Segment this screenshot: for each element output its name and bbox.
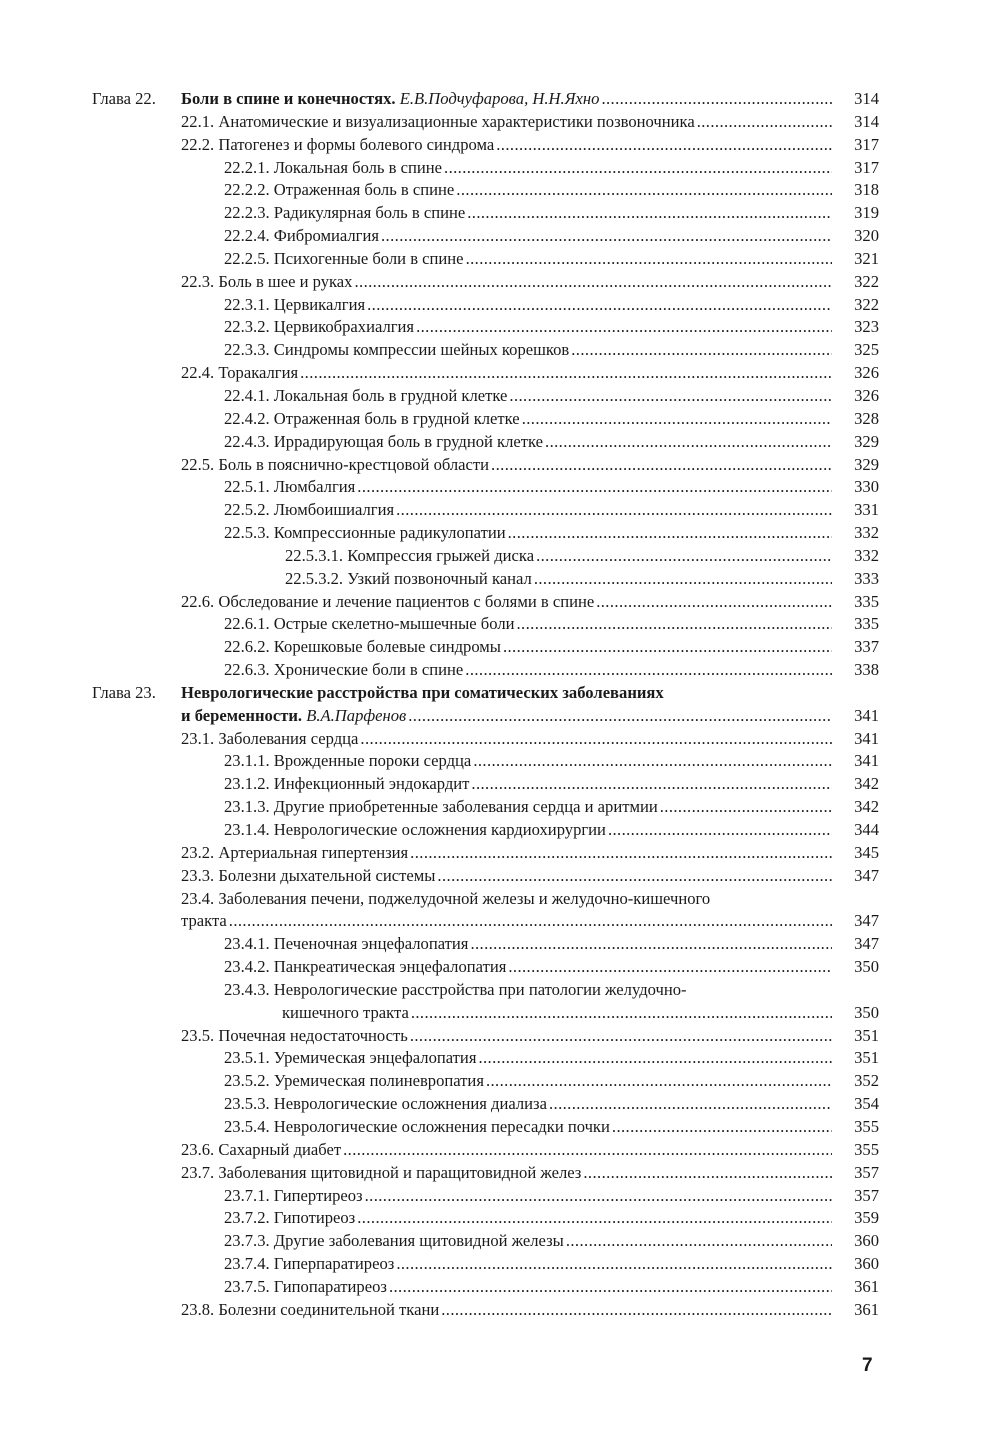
toc-entry[interactable] (0, 134, 1000, 157)
entry-page: 359 (854, 1208, 879, 1228)
entry-page: 347 (854, 911, 879, 931)
toc-entry[interactable] (0, 1093, 1000, 1116)
entry-number: 22.4.2. (224, 408, 270, 428)
entry-title: Другие заболевания щитовидной железы (273, 1231, 564, 1251)
dot-leader (410, 842, 832, 865)
entry-title: Неврологические осложнения пересадки почки (273, 1116, 610, 1136)
toc-entry[interactable] (0, 636, 1000, 659)
entry-page: 326 (854, 385, 879, 405)
entry-page: 360 (854, 1231, 879, 1251)
entry-page: 314 (854, 111, 879, 131)
toc-entry[interactable] (0, 248, 1000, 271)
entry-number: 22.2. (181, 134, 215, 154)
dot-leader (343, 1139, 832, 1162)
dot-leader (466, 248, 832, 271)
toc-entry[interactable] (0, 179, 1000, 202)
toc-entry[interactable] (0, 659, 1000, 682)
entry-title-continuation: кишечного тракта (282, 1002, 409, 1022)
entry-title-continuation: тракта (181, 911, 227, 931)
toc-entry[interactable] (0, 796, 1000, 819)
entry-number: 23.5.4. (224, 1116, 270, 1136)
toc-entry[interactable] (0, 842, 1000, 865)
toc-entry[interactable] (0, 1025, 1000, 1048)
dot-leader (496, 134, 832, 157)
entry-page: 347 (854, 865, 879, 885)
entry-title: Заболевания сердца (218, 728, 359, 748)
dot-leader (441, 1299, 832, 1322)
entry-page: 322 (854, 294, 879, 314)
entry-title: Неврологические расстройства при патологии желудочно- (273, 979, 687, 999)
dot-leader (509, 385, 832, 408)
entry-number: 23.7.4. (224, 1254, 270, 1274)
dot-leader (410, 1025, 832, 1048)
chapter-page: 341 (854, 705, 879, 725)
entry-page: 325 (854, 340, 879, 360)
chapter-authors: В.А.Парфенов (306, 705, 407, 725)
entry-title: Боль в шее и руках (218, 271, 353, 291)
entry-title: Неврологические осложнения кардиохирургии (273, 820, 606, 839)
dot-leader (508, 956, 832, 979)
dot-leader (486, 1070, 832, 1093)
entry-number: 23.1.4. (224, 820, 270, 839)
entry-number: 22.5.3.2. (285, 568, 344, 588)
entry-number: 23.7.1. (224, 1185, 270, 1205)
entry-title: Психогенные боли в спине (273, 248, 464, 268)
dot-leader (456, 179, 832, 202)
entry-title: Уремическая полиневропатия (273, 1071, 484, 1091)
entry-title: Врожденные пороки сердца (273, 751, 472, 771)
toc-entry[interactable] (0, 1047, 1000, 1070)
entry-page: 317 (854, 157, 879, 177)
entry-title: Патогенез и формы болевого синдрома (218, 134, 495, 154)
dot-leader (357, 476, 832, 499)
dot-leader (478, 1047, 832, 1070)
entry-page: 341 (854, 728, 879, 748)
toc-entry[interactable] (0, 522, 1000, 545)
dot-leader (396, 1253, 832, 1276)
entry-title: Другие приобретенные заболевания сердца и аритмии (273, 797, 658, 817)
entry-title: Локальная боль в спине (273, 157, 443, 177)
entry-title: Уремическая энцефалопатия (273, 1048, 477, 1068)
entry-number: 23.6. (181, 1139, 215, 1159)
toc-entry[interactable] (0, 157, 1000, 180)
entry-page: 322 (854, 271, 879, 291)
toc-entry-continuation[interactable] (0, 1002, 1000, 1025)
entry-page: 357 (854, 1162, 879, 1182)
entry-title: Сахарный диабет (218, 1139, 342, 1159)
toc-entry[interactable] (0, 1230, 1000, 1253)
toc-entry-continuation[interactable] (0, 910, 1000, 933)
entry-number: 23.3. (181, 865, 215, 885)
entry-number: 22.4.3. (224, 431, 270, 451)
entry-page: 341 (854, 751, 879, 771)
entry-page: 351 (854, 1025, 879, 1045)
dot-leader (583, 1162, 832, 1185)
toc-entry[interactable] (0, 1207, 1000, 1230)
toc-entry[interactable] (0, 568, 1000, 591)
entry-number: 22.3.2. (224, 317, 270, 337)
entry-number: 22.3. (181, 271, 215, 291)
dot-leader (354, 271, 832, 294)
entry-title: Гипотиреоз (273, 1208, 356, 1228)
toc-entry[interactable] (0, 271, 1000, 294)
toc-entry[interactable] (0, 1139, 1000, 1162)
toc-entry[interactable] (0, 339, 1000, 362)
toc-entry[interactable] (0, 773, 1000, 796)
entry-number: 22.3.3. (224, 340, 270, 360)
entry-title: Отраженная боль в спине (273, 180, 455, 200)
entry-title: Артериальная гипертензия (218, 842, 409, 862)
chapter-authors: Е.В.Подчуфарова, Н.Н.Яхно (399, 89, 600, 108)
entry-number: 22.2.5. (224, 248, 270, 268)
entry-title: Люмбоишиалгия (273, 500, 395, 520)
toc-entry[interactable] (0, 750, 1000, 773)
chapter-heading[interactable] (0, 682, 1000, 705)
dot-leader (503, 636, 832, 659)
entry-number: 23.1.2. (224, 774, 270, 794)
dot-leader (367, 294, 832, 317)
toc-entry[interactable] (0, 888, 1000, 911)
dot-leader (549, 1093, 832, 1116)
page-number: 7 (862, 1355, 873, 1376)
entry-number: 23.7.5. (224, 1276, 270, 1296)
toc-entry[interactable] (0, 979, 1000, 1002)
entry-page: 321 (854, 248, 879, 268)
entry-title: Болезни дыхательной системы (218, 865, 436, 885)
entry-page: 332 (854, 523, 879, 543)
entry-number: 23.5.2. (224, 1071, 270, 1091)
dot-leader (566, 1230, 832, 1253)
toc-entry[interactable] (0, 1276, 1000, 1299)
dot-leader (545, 431, 832, 454)
entry-number: 23.7.2. (224, 1208, 270, 1228)
dot-leader (389, 1276, 832, 1299)
entry-page: 354 (854, 1094, 879, 1114)
entry-title: Цервикобрахиалгия (273, 317, 415, 337)
entry-page: 328 (854, 408, 879, 428)
entry-title: Гипертиреоз (273, 1185, 363, 1205)
entry-page: 357 (854, 1185, 879, 1205)
dot-leader (534, 568, 832, 591)
toc-entry[interactable] (0, 454, 1000, 477)
toc-entry[interactable] (0, 1253, 1000, 1276)
entry-page: 338 (854, 660, 879, 680)
entry-page: 350 (854, 1002, 879, 1022)
toc-entry[interactable] (0, 545, 1000, 568)
entry-number: 23.4. (181, 888, 215, 908)
entry-number: 23.4.2. (224, 957, 270, 977)
toc-entry[interactable] (0, 408, 1000, 431)
dot-leader (596, 591, 832, 614)
toc-entry[interactable] (0, 1299, 1000, 1322)
entry-number: 23.8. (181, 1299, 215, 1319)
toc-entry[interactable] (0, 385, 1000, 408)
entry-title: Торакалгия (218, 363, 299, 383)
entry-page: 361 (854, 1299, 879, 1319)
entry-number: 22.5.3. (224, 523, 270, 543)
entry-number: 22.3.1. (224, 294, 270, 314)
entry-title: Цервикалгия (273, 294, 366, 314)
entry-page: 360 (854, 1254, 879, 1274)
entry-number: 22.5.2. (224, 500, 270, 520)
chapter-heading-continuation[interactable] (0, 705, 1000, 728)
entry-page: 318 (854, 180, 879, 200)
entry-number: 22.2.3. (224, 203, 270, 223)
entry-number: 23.1.1. (224, 751, 270, 771)
entry-page: 332 (854, 545, 879, 565)
toc-entry[interactable] (0, 865, 1000, 888)
entry-title: Инфекционный эндокардит (273, 774, 470, 794)
toc-entry[interactable] (0, 956, 1000, 979)
chapter-page: 314 (854, 89, 879, 108)
entry-number: 22.6.1. (224, 614, 270, 634)
toc-entry[interactable] (0, 316, 1000, 339)
entry-number: 22.6.3. (224, 660, 270, 680)
entry-number: 22.5.1. (224, 477, 270, 497)
entry-title: Острые скелетно-мышечные боли (273, 614, 515, 634)
entry-number: 22.6.2. (224, 637, 270, 657)
entry-number: 23.1. (181, 728, 215, 748)
entry-page: 347 (854, 934, 879, 954)
entry-number: 23.4.3. (224, 979, 270, 999)
toc-entry[interactable] (0, 111, 1000, 134)
toc-entry[interactable] (0, 202, 1000, 225)
entry-title: Печеночная энцефалопатия (273, 934, 469, 954)
dot-leader (381, 225, 832, 248)
entry-number: 23.5.3. (224, 1094, 270, 1114)
entry-page: 342 (854, 774, 879, 794)
entry-number: 22.4. (181, 363, 215, 383)
entry-number: 22.1. (181, 111, 215, 131)
entry-title: Хронические боли в спине (273, 660, 464, 680)
entry-number: 23.1.3. (224, 797, 270, 817)
toc-entry[interactable] (0, 591, 1000, 614)
entry-number: 22.2.1. (224, 157, 270, 177)
entry-number: 23.2. (181, 842, 215, 862)
dot-leader (608, 819, 832, 842)
entry-number: 22.5. (181, 454, 215, 474)
dot-leader (612, 1116, 832, 1139)
entry-title: Люмбалгия (273, 477, 356, 497)
dot-leader (465, 659, 832, 682)
dot-leader (357, 1207, 832, 1230)
entry-page: 317 (854, 134, 879, 154)
entry-title: Заболевания печени, поджелудочной железы и желудочно-кишечного (218, 888, 711, 908)
dot-leader (536, 545, 832, 568)
toc-entry[interactable] (0, 1162, 1000, 1185)
entry-number: 23.7. (181, 1162, 215, 1182)
entry-title: Компрессия грыжей диска (347, 545, 535, 565)
entry-number: 22.4.1. (224, 385, 270, 405)
entry-title: Заболевания щитовидной и паращитовидной желез (218, 1162, 582, 1182)
entry-page: 361 (854, 1276, 879, 1296)
entry-page: 344 (854, 820, 879, 839)
chapter-title: Боли в спине и конечностях. (181, 89, 396, 108)
entry-title: Гипопаратиреоз (273, 1276, 387, 1296)
dot-leader (473, 750, 832, 773)
entry-title: Фибромиалгия (273, 226, 379, 246)
entry-page: 329 (854, 431, 879, 451)
dot-leader (467, 202, 832, 225)
entry-page: 320 (854, 226, 879, 246)
dot-leader (411, 1002, 832, 1025)
toc-entry[interactable] (0, 362, 1000, 385)
entry-title: Компрессионные радикулопатии (273, 523, 506, 543)
dot-leader (365, 1185, 832, 1208)
dot-leader (471, 773, 832, 796)
entry-page: 342 (854, 797, 879, 817)
entry-title: Радикулярная боль в спине (273, 203, 466, 223)
entry-page: 352 (854, 1071, 879, 1091)
dot-leader (408, 705, 832, 728)
entry-page: 351 (854, 1048, 879, 1068)
entry-page: 329 (854, 454, 879, 474)
entry-title: Обследование и лечение пациентов с болями в спине (218, 591, 595, 611)
dot-leader (444, 157, 832, 180)
dot-leader (601, 88, 832, 111)
toc-entry[interactable] (0, 1070, 1000, 1093)
toc-entry[interactable] (0, 225, 1000, 248)
entry-title: Отраженная боль в грудной клетке (273, 408, 520, 428)
entry-number: 22.6. (181, 591, 215, 611)
table-of-contents (0, 88, 1000, 1322)
entry-page: 350 (854, 957, 879, 977)
dot-leader (416, 316, 832, 339)
dot-leader (697, 111, 832, 134)
entry-page: 330 (854, 477, 879, 497)
dot-leader (229, 910, 832, 933)
dot-leader (491, 454, 832, 477)
entry-page: 323 (854, 317, 879, 337)
entry-page: 331 (854, 500, 879, 520)
entry-number: 22.2.4. (224, 226, 270, 246)
entry-title: Боль в пояснично-крестцовой области (218, 454, 490, 474)
entry-page: 337 (854, 637, 879, 657)
dot-leader (437, 865, 832, 888)
dot-leader (360, 728, 832, 751)
entry-number: 22.2.2. (224, 180, 270, 200)
dot-leader (571, 339, 832, 362)
entry-title: Локальная боль в грудной клетке (273, 385, 508, 405)
toc-entry[interactable] (0, 1185, 1000, 1208)
entry-title: Гиперпаратиреоз (273, 1254, 395, 1274)
toc-entry[interactable] (0, 431, 1000, 454)
chapter-title-line1: Неврологические расстройства при соматических заболеваниях (181, 682, 664, 702)
entry-page: 355 (854, 1139, 879, 1159)
entry-page: 319 (854, 203, 879, 223)
chapter-title-line2: и беременности. (181, 705, 303, 725)
chapter-prefix: Глава 23. (92, 682, 156, 702)
toc-entry[interactable] (0, 728, 1000, 751)
entry-title: Болезни соединительной ткани (218, 1299, 440, 1319)
entry-page: 345 (854, 842, 879, 862)
entry-number: 23.4.1. (224, 934, 270, 954)
entry-page: 335 (854, 614, 879, 634)
entry-page: 335 (854, 591, 879, 611)
toc-entry[interactable] (0, 294, 1000, 317)
entry-number: 23.5. (181, 1025, 215, 1045)
entry-title: Неврологические осложнения диализа (273, 1094, 547, 1114)
toc-entry[interactable] (0, 933, 1000, 956)
dot-leader (660, 796, 832, 819)
toc-entry[interactable] (0, 613, 1000, 636)
entry-title: Анатомические и визуализационные характеристики позвоночника (218, 111, 695, 131)
entry-title: Иррадирующая боль в грудной клетке (273, 431, 544, 451)
dot-leader (508, 522, 832, 545)
entry-title: Узкий позвоночный канал (347, 568, 532, 588)
entry-page: 355 (854, 1116, 879, 1136)
dot-leader (470, 933, 832, 956)
toc-entry[interactable] (0, 1116, 1000, 1139)
toc-entry[interactable] (0, 819, 1000, 842)
entry-title: Синдромы компрессии шейных корешков (273, 340, 570, 360)
dot-leader (517, 613, 833, 636)
toc-entry[interactable] (0, 476, 1000, 499)
entry-page: 326 (854, 363, 879, 383)
entry-title: Почечная недостаточность (218, 1025, 408, 1045)
entry-number: 23.7.3. (224, 1231, 270, 1251)
entry-page: 333 (854, 568, 879, 588)
entry-title: Панкреатическая энцефалопатия (273, 957, 507, 977)
chapter-prefix: Глава 22. (92, 89, 156, 108)
chapter-heading[interactable] (0, 88, 1000, 111)
dot-leader (522, 408, 832, 431)
dot-leader (396, 499, 832, 522)
entry-title: Корешковые болевые синдромы (273, 637, 501, 657)
dot-leader (300, 362, 832, 385)
entry-number: 22.5.3.1. (285, 545, 344, 565)
entry-number: 23.5.1. (224, 1048, 270, 1068)
toc-entry[interactable] (0, 499, 1000, 522)
